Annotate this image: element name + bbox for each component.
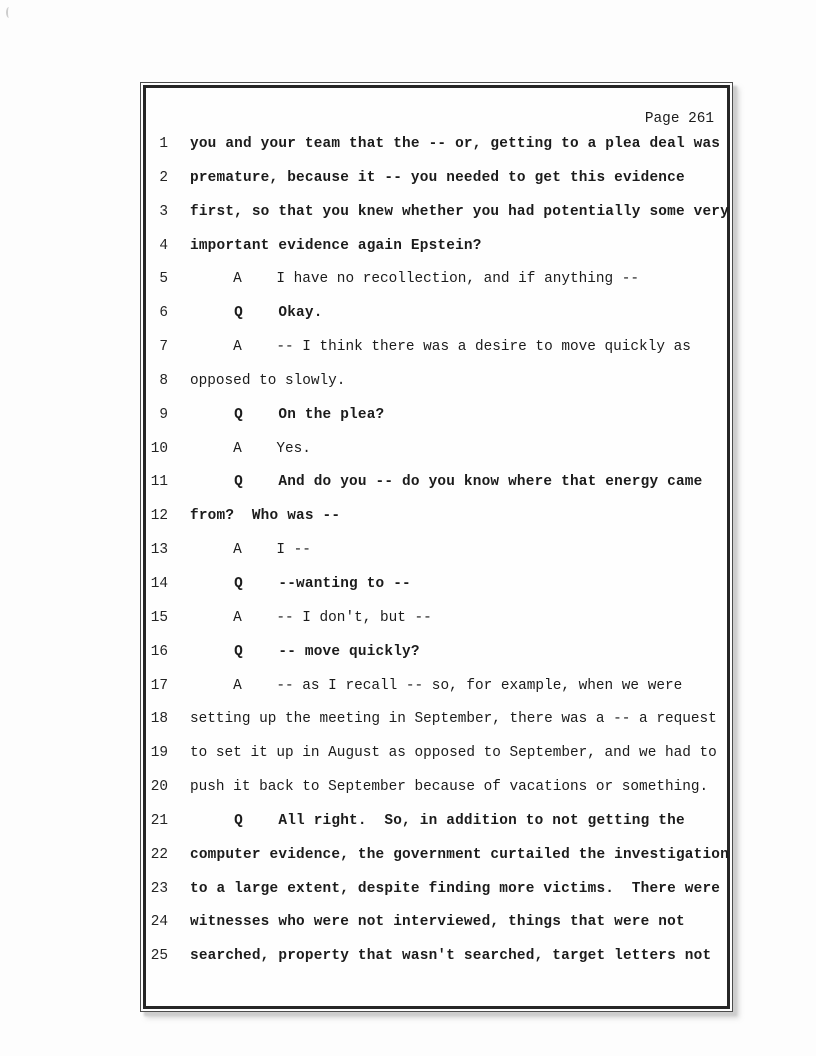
line-number: 25: [150, 948, 168, 965]
transcript-line: [146, 338, 727, 372]
transcript-line: [146, 812, 727, 846]
line-number: 4: [159, 237, 168, 254]
line-number: 16: [150, 643, 168, 660]
transcript-line: [146, 304, 727, 338]
transcript-line: [146, 440, 727, 474]
transcript-line: [146, 135, 727, 169]
transcript-line: [146, 778, 727, 812]
line-text: A -- I think there was a desire to move quickly as: [190, 339, 691, 356]
line-number: 5: [159, 271, 168, 288]
line-number: 3: [159, 203, 168, 220]
line-text: push it back to September because of vacations or something.: [190, 779, 709, 796]
transcript-line: [146, 203, 727, 237]
transcript-lines: [146, 135, 727, 981]
line-number: 15: [150, 609, 168, 626]
line-number: 14: [150, 575, 168, 592]
line-text: Q All right. So, in addition to not getting the: [190, 812, 685, 829]
line-text: A -- as I recall -- so, for example, when we were: [190, 677, 683, 694]
line-number: 12: [150, 508, 168, 525]
line-number: 7: [159, 339, 168, 356]
line-number: 24: [150, 914, 168, 931]
line-number: 13: [150, 542, 168, 559]
page-number: Page 261: [644, 111, 714, 127]
line-number: 9: [159, 406, 168, 423]
line-text: opposed to slowly.: [190, 372, 346, 389]
line-text: computer evidence, the government curtailed the investigation: [190, 846, 729, 863]
line-number: 18: [150, 711, 168, 728]
line-text: searched, property that wasn't searched, target letters not: [190, 948, 712, 965]
transcript-line: [146, 541, 727, 575]
line-number: 20: [150, 779, 168, 796]
transcript-line: [146, 710, 727, 744]
transcript-line: [146, 609, 727, 643]
line-text: Q And do you -- do you know where that energy came: [190, 474, 703, 491]
transcript-line: [146, 880, 727, 914]
transcript-line: [146, 677, 727, 711]
transcript-line: [146, 643, 727, 677]
transcript-line: [146, 913, 727, 947]
transcript-line: [146, 846, 727, 880]
transcript-line: [146, 237, 727, 271]
transcript-line: [146, 575, 727, 609]
line-text: A I --: [190, 542, 311, 559]
line-number: 17: [150, 677, 168, 694]
transcript-line: [146, 473, 727, 507]
transcript-line: [146, 406, 727, 440]
page-border-inner: [143, 85, 730, 1009]
line-number: 21: [150, 812, 168, 829]
line-number: 10: [150, 440, 168, 457]
line-number: 6: [159, 305, 168, 322]
line-text: Q -- move quickly?: [190, 643, 420, 660]
transcript-line: [146, 169, 727, 203]
line-number: 22: [150, 846, 168, 863]
transcript-line: [146, 507, 727, 541]
line-text: first, so that you knew whether you had potentially some very: [190, 203, 729, 220]
line-text: premature, because it -- you needed to get this evidence: [190, 169, 685, 186]
line-text: Q Okay.: [190, 305, 323, 322]
line-text: Q On the plea?: [190, 406, 385, 423]
line-number: 23: [150, 880, 168, 897]
page-border-outer: [140, 82, 733, 1012]
transcript-line: [146, 744, 727, 778]
line-text: important evidence again Epstein?: [190, 237, 482, 254]
line-text: Q --wanting to --: [190, 575, 411, 592]
transcript-line: [146, 372, 727, 406]
line-number: 11: [150, 474, 168, 491]
line-text: witnesses who were not interviewed, things that were not: [190, 914, 685, 931]
line-number: 2: [159, 169, 168, 186]
line-text: you and your team that the -- or, getting to a plea deal was: [190, 136, 721, 152]
line-number: 19: [150, 745, 168, 762]
line-text: A Yes.: [190, 440, 311, 457]
line-text: setting up the meeting in September, there was a -- a request: [190, 711, 717, 728]
line-number: 1: [159, 136, 168, 152]
line-number: 8: [159, 372, 168, 389]
line-text: to set it up in August as opposed to September, and we had to: [190, 745, 717, 762]
line-text: from? Who was --: [190, 508, 341, 525]
line-text: to a large extent, despite finding more victims. There were: [190, 880, 721, 897]
transcript-line: [146, 270, 727, 304]
line-text: A -- I don't, but --: [190, 609, 432, 626]
transcript-line: [146, 947, 727, 981]
scan-artifact-mark: [6, 7, 12, 18]
line-text: A I have no recollection, and if anything --: [190, 271, 640, 288]
